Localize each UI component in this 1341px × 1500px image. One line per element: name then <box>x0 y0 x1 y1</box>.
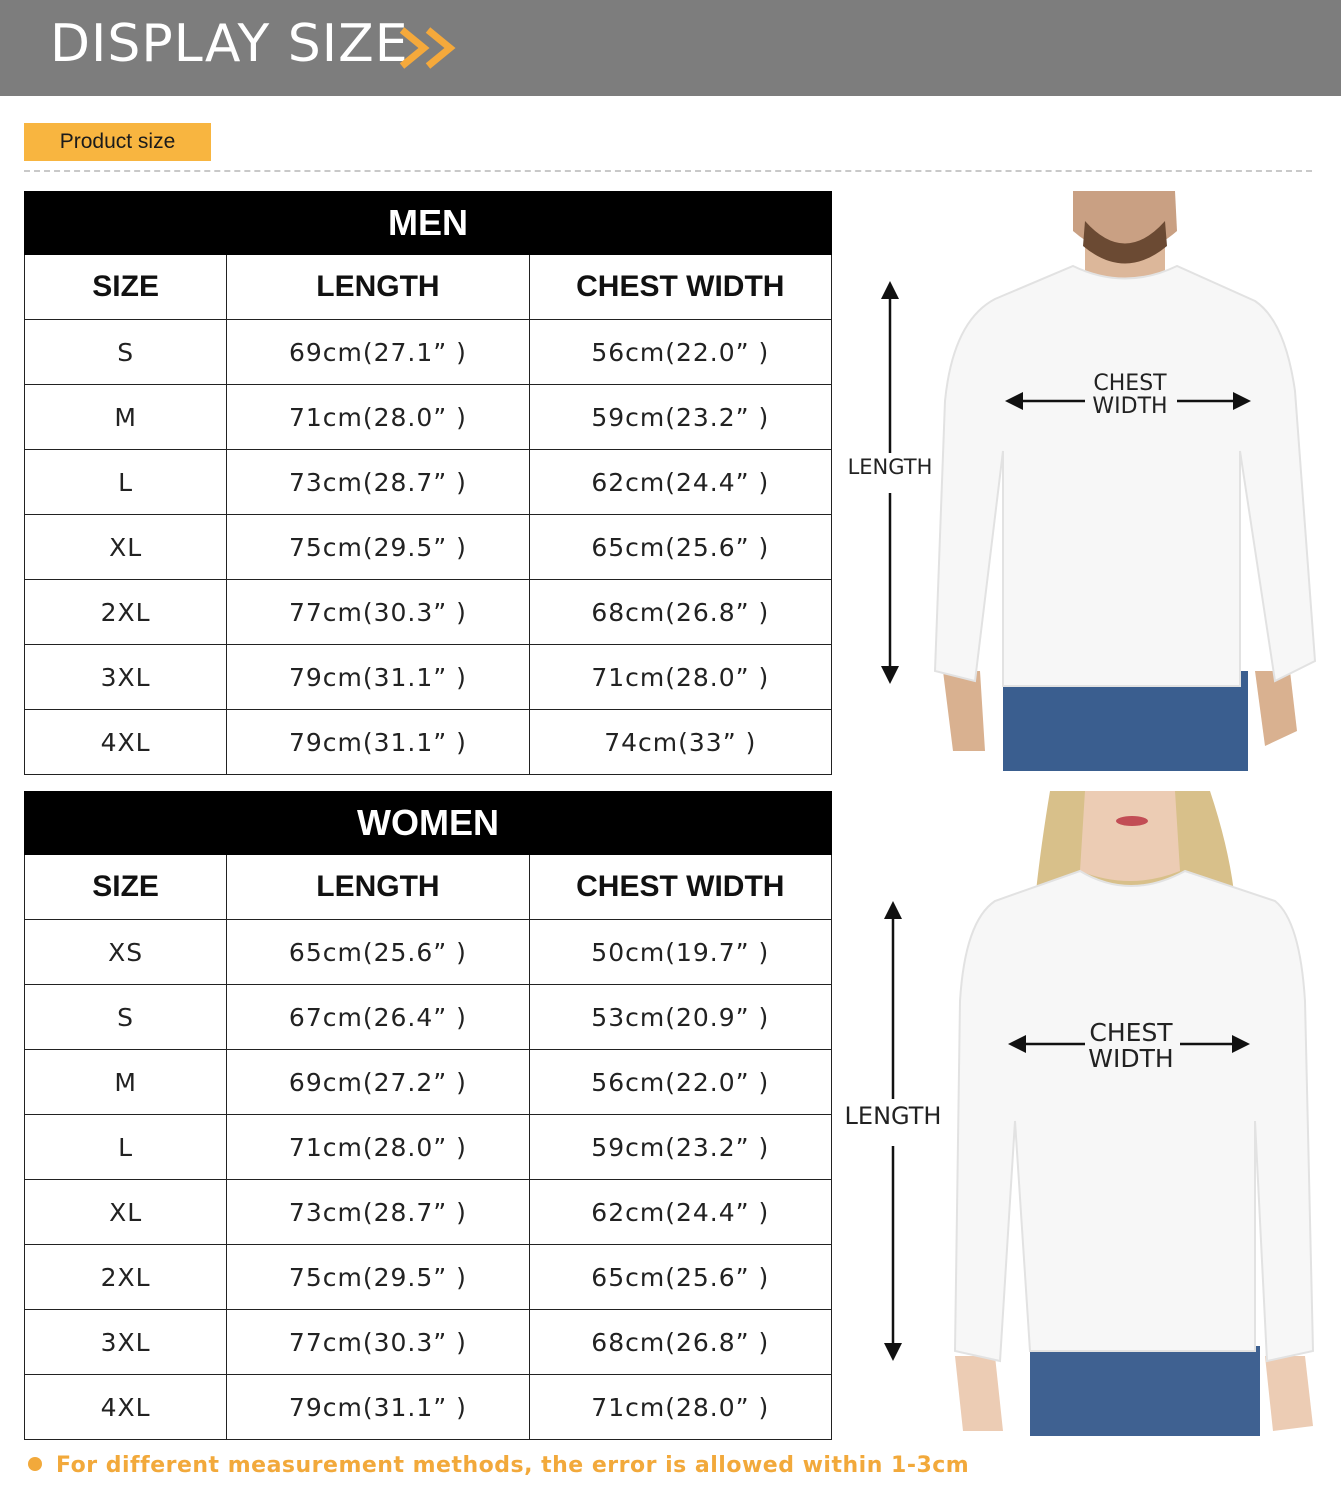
size-cell: M <box>25 1050 227 1115</box>
footnote <box>28 1453 969 1478</box>
chest-cell: 71cm(28.0” ) <box>529 645 831 710</box>
lips-image <box>1116 816 1148 826</box>
arrow-up-icon <box>881 281 899 299</box>
men-length-label: LENGTH <box>847 455 933 479</box>
size-cell: XS <box>25 920 227 985</box>
length-cell: 77cm(30.3” ) <box>227 580 529 645</box>
length-cell: 69cm(27.2” ) <box>227 1050 529 1115</box>
size-cell: 3XL <box>25 1310 227 1375</box>
chest-cell: 53cm(20.9” ) <box>529 985 831 1050</box>
table-row <box>25 1310 832 1375</box>
chest-cell: 68cm(26.8” ) <box>529 1310 831 1375</box>
length-cell: 73cm(28.7” ) <box>227 1180 529 1245</box>
arrow-down-icon <box>881 666 899 684</box>
size-cell: 3XL <box>25 645 227 710</box>
length-cell: 67cm(26.4” ) <box>227 985 529 1050</box>
women-size-table <box>24 791 832 1440</box>
chest-cell: 71cm(28.0” ) <box>529 1375 831 1440</box>
table-row <box>25 450 832 515</box>
column-header-length: LENGTH <box>227 255 529 320</box>
table-row <box>25 920 832 985</box>
right-hand-image <box>1255 671 1297 746</box>
header-banner <box>0 0 1341 96</box>
table-row <box>25 645 832 710</box>
size-cell: 2XL <box>25 1245 227 1310</box>
chest-cell: 62cm(24.4” ) <box>529 450 831 515</box>
length-cell: 75cm(29.5” ) <box>227 1245 529 1310</box>
size-cell: 4XL <box>25 1375 227 1440</box>
size-cell: S <box>25 985 227 1050</box>
left-hand-image <box>955 1356 1003 1431</box>
width-label-line: WIDTH <box>1092 394 1168 420</box>
chest-cell: 68cm(26.8” ) <box>529 580 831 645</box>
size-cell: M <box>25 385 227 450</box>
chest-cell: 65cm(25.6” ) <box>529 1245 831 1310</box>
jeans-image <box>1030 1346 1260 1436</box>
length-cell: 71cm(28.0” ) <box>227 385 529 450</box>
chest-cell: 56cm(22.0” ) <box>529 1050 831 1115</box>
arrow-down-icon <box>884 1343 902 1361</box>
bullet-icon <box>28 1457 42 1471</box>
right-hand-image <box>1265 1356 1313 1431</box>
column-header-size: SIZE <box>25 255 227 320</box>
face-image <box>1080 791 1180 881</box>
men-chest-width-label <box>1075 372 1185 418</box>
length-cell: 73cm(28.7” ) <box>227 450 529 515</box>
chest-cell: 50cm(19.7” ) <box>529 920 831 985</box>
double-chevron-right-icon <box>398 26 466 70</box>
men-table-title: MEN <box>25 192 832 255</box>
chest-label-line: CHEST <box>1093 371 1167 396</box>
chest-cell: 59cm(23.2” ) <box>529 385 831 450</box>
size-cell: S <box>25 320 227 385</box>
size-cell: XL <box>25 515 227 580</box>
table-row <box>25 985 832 1050</box>
length-cell: 79cm(31.1” ) <box>227 1375 529 1440</box>
length-cell: 65cm(25.6” ) <box>227 920 529 985</box>
table-row <box>25 710 832 775</box>
column-header-length: LENGTH <box>227 855 529 920</box>
table-row <box>25 1180 832 1245</box>
column-header-chest-width: CHEST WIDTH <box>529 855 831 920</box>
men-sweatshirt-figure <box>835 191 1335 771</box>
sweatshirt-image <box>955 871 1313 1361</box>
table-row <box>25 580 832 645</box>
women-chest-width-label <box>1075 1020 1187 1073</box>
size-cell: L <box>25 1115 227 1180</box>
sweatshirt-image <box>935 266 1315 686</box>
size-cell: 2XL <box>25 580 227 645</box>
column-header-size: SIZE <box>25 855 227 920</box>
table-row <box>25 385 832 450</box>
chest-cell: 74cm(33” ) <box>529 710 831 775</box>
left-hand-image <box>943 671 985 751</box>
length-cell: 79cm(31.1” ) <box>227 645 529 710</box>
arrow-up-icon <box>884 901 902 919</box>
product-size-badge: Product size <box>24 123 211 161</box>
table-row <box>25 1245 832 1310</box>
width-label-line: WIDTH <box>1088 1044 1174 1074</box>
length-cell: 75cm(29.5” ) <box>227 515 529 580</box>
length-cell: 77cm(30.3” ) <box>227 1310 529 1375</box>
men-size-table <box>24 191 832 775</box>
chest-label-line: CHEST <box>1089 1018 1173 1047</box>
column-header-chest-width: CHEST WIDTH <box>529 255 831 320</box>
size-cell: XL <box>25 1180 227 1245</box>
table-row <box>25 320 832 385</box>
chest-cell: 65cm(25.6” ) <box>529 515 831 580</box>
length-cell: 79cm(31.1” ) <box>227 710 529 775</box>
size-cell: L <box>25 450 227 515</box>
page-title: DISPLAY SIZE <box>50 14 409 74</box>
table-row <box>25 1115 832 1180</box>
footnote-text: For different measurement methods, the error is allowed within 1-3cm <box>56 1453 970 1478</box>
size-cell: 4XL <box>25 710 227 775</box>
dashed-divider <box>24 170 1312 172</box>
chest-cell: 62cm(24.4” ) <box>529 1180 831 1245</box>
table-row <box>25 1050 832 1115</box>
length-cell: 69cm(27.1” ) <box>227 320 529 385</box>
women-length-label: LENGTH <box>844 1102 942 1130</box>
table-row <box>25 1375 832 1440</box>
women-table-title: WOMEN <box>25 792 832 855</box>
table-row <box>25 515 832 580</box>
length-cell: 71cm(28.0” ) <box>227 1115 529 1180</box>
chest-cell: 59cm(23.2” ) <box>529 1115 831 1180</box>
chest-cell: 56cm(22.0” ) <box>529 320 831 385</box>
